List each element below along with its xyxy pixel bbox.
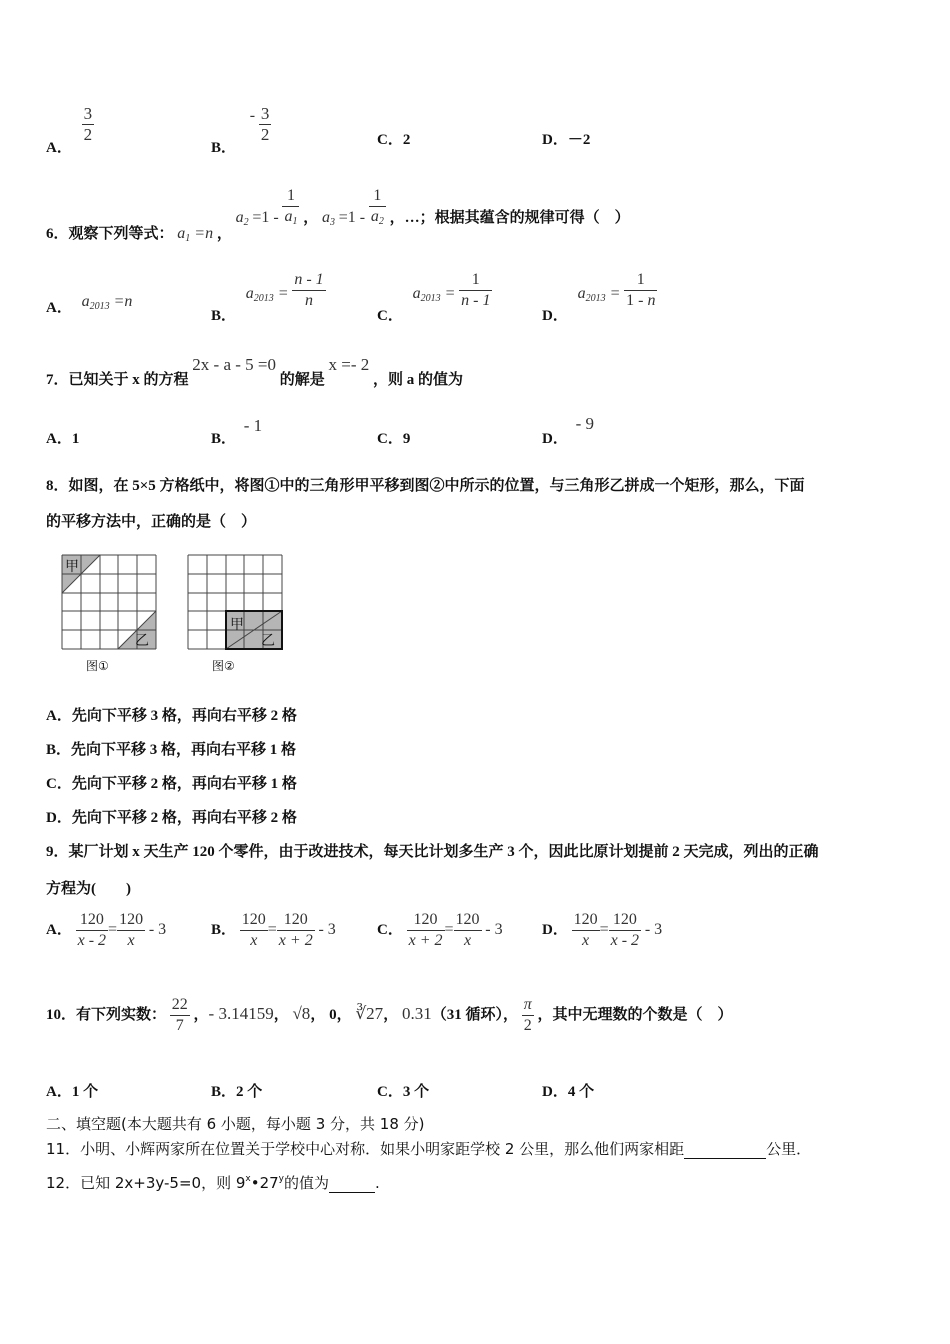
eq-a1: $a_1 =n$ bbox=[177, 225, 214, 245]
q7-option-b: B． - 1 bbox=[211, 416, 263, 447]
figure-2-yi: 乙 bbox=[261, 634, 275, 649]
section-2-heading: 二、填空题(本大题共有 6 小题，每小题 3 分，共 18 分) bbox=[46, 1115, 425, 1133]
question-8-line1: 8．如图，在 5×5 方格纸中，将图①中的三角形甲平移到图②中所示的位置，与三角形乙拼成一个矩形，那么，下面 bbox=[46, 478, 805, 494]
figure-2-jia: 甲 bbox=[230, 618, 244, 633]
q9-option-c: C． $\frac{120}{x + 2}$ = $\frac{120}{x}$ - 3 bbox=[377, 911, 503, 949]
q9-option-b: B． $\frac{120}{x}$ = $\frac{120}{x + 2}$ - 3 bbox=[211, 911, 336, 949]
q7-option-c: C．9 bbox=[377, 431, 411, 447]
question-7: 7．已知关于 x 的方程 2x - a - 5 =0 的解是 x =- 2 ，则 a 的值为 bbox=[46, 355, 464, 388]
eq-a3: $a_3$ bbox=[321, 209, 335, 229]
question-6: 6．观察下列等式： $a_1 =n$ ， $a_2 =1$ - $\frac{1}{a_1}$ ， $a_3 =1$ - $\frac{1}{a_2}$ ，…；根据其蕴含的规律可得（ ） bbox=[46, 187, 630, 245]
q5-option-b: B． - $\frac{3}{2}$ bbox=[211, 104, 270, 156]
q6-option-d: D． $a_{2013}$ = $\frac{1}{1 - n}$ bbox=[542, 271, 656, 324]
q7-option-d: D． - 9 bbox=[542, 414, 595, 447]
q5-option-d: D．－2 bbox=[542, 132, 591, 148]
fraction: $\frac{3}{2}$ bbox=[260, 104, 270, 144]
q10-option-c: C．3 个 bbox=[377, 1084, 430, 1100]
q6-option-c: C． $a_{2013}$ = $\frac{1}{n - 1}$ bbox=[377, 271, 491, 324]
q8-option-b: B．先向下平移 3 格，再向右平移 1 格 bbox=[46, 742, 297, 758]
figure-1-yi: 乙 bbox=[135, 634, 149, 649]
figure-1-caption: 图① bbox=[86, 659, 109, 673]
fraction-pi-2: $\frac{\pi}{2}$ bbox=[523, 996, 532, 1034]
q8-option-a: A．先向下平移 3 格，再向右平移 2 格 bbox=[46, 708, 297, 724]
question-9-line2: 方程为( ) bbox=[46, 881, 131, 897]
figure-2-caption: 图② bbox=[212, 659, 235, 673]
q10-option-b: B．2 个 bbox=[211, 1084, 263, 1100]
question-11: 11．小明、小辉两家所在位置关于学校中心对称．如果小明家距学校 2 公里，那么他们两家相距 公里． bbox=[46, 1140, 812, 1158]
q9-option-d: D． $\frac{120}{x}$ = $\frac{120}{x - 2}$ - 3 bbox=[542, 911, 663, 949]
eq-a2: $a_2$ bbox=[235, 209, 249, 229]
q6-option-b: B． $a_{2013}$ = $\frac{n - 1}{n}$ bbox=[211, 271, 324, 324]
answer-blank[interactable] bbox=[684, 1140, 766, 1159]
question-12: 12．已知 2x+3y-5=0，则 9$^x$•27$^y$的值为 . bbox=[46, 1174, 380, 1192]
q5-option-c: C．2 bbox=[377, 132, 411, 148]
fraction-22-7: $\frac{22}{7}$ bbox=[171, 996, 188, 1034]
figure-1-jia: 甲 bbox=[65, 560, 79, 575]
answer-blank[interactable] bbox=[329, 1174, 375, 1193]
q10-option-d: D．4 个 bbox=[542, 1084, 595, 1100]
q6-option-a: A． $a_{2013} =n$ bbox=[46, 293, 133, 316]
q8-option-c: C．先向下平移 2 格，再向右平移 1 格 bbox=[46, 776, 297, 792]
question-8-line2: 的平移方法中，正确的是（ ） bbox=[46, 514, 257, 530]
q10-option-a: A．1 个 bbox=[46, 1084, 99, 1100]
q5-option-a: A． $\frac{3}{2}$ bbox=[46, 104, 93, 156]
q9-option-a: A． $\frac{120}{x - 2}$ = $\frac{120}{x}$ - 3 bbox=[46, 911, 167, 949]
question-9-line1: 9．某厂计划 x 天生产 120 个零件，由于改进技术，每天比计划多生产 3 个，因此比原计划提前 2 天完成，列出的正确 bbox=[46, 844, 819, 860]
q8-option-d: D．先向下平移 2 格，再向右平移 2 格 bbox=[46, 810, 297, 826]
q7-option-a: A．1 bbox=[46, 431, 80, 447]
fraction: $\frac{3}{2}$ bbox=[83, 104, 93, 144]
question-10: 10．有下列实数： $\frac{22}{7}$ ，- 3.14159， √8， 0， ∛27， 0.31（31 循环）， $\frac{\pi}{2}$ ，其中无理数的个数是（ ） bbox=[46, 996, 733, 1034]
